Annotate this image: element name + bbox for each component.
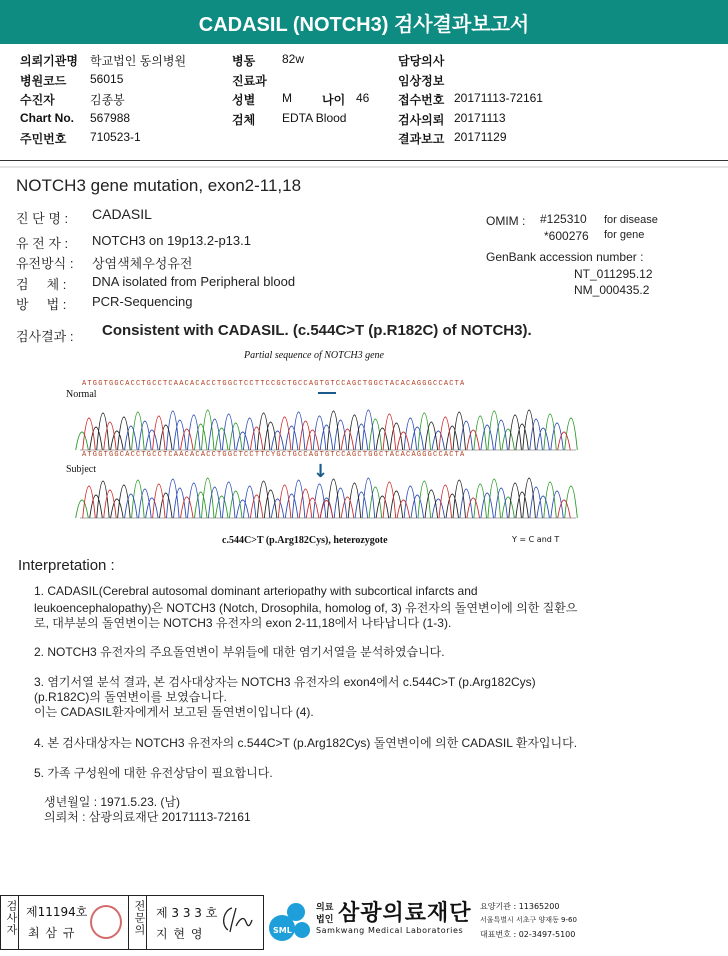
approver-signature-icon	[218, 902, 256, 938]
sig-divider	[128, 895, 129, 950]
header-col1	[20, 52, 220, 152]
field-value: NOTCH3 on 19p13.2-p13.1	[92, 233, 251, 248]
header-field-label: 성별	[232, 93, 256, 107]
interpretation-line: 5. 가족 구성원에 대한 유전상담이 필요합니다.	[34, 766, 273, 780]
org-prefix-2: 법인	[316, 915, 334, 925]
normal-track-label: Normal	[66, 389, 97, 400]
inspector-license: 제11194호	[26, 905, 88, 919]
header-field-value: 56015	[90, 71, 124, 86]
field-value: DNA isolated from Peripheral blood	[92, 274, 296, 289]
header-field-value: 710523-1	[90, 130, 141, 144]
header-field-label: 주민번호	[20, 132, 67, 146]
header-field-label: 병동	[232, 54, 256, 68]
header-field-value: 20171129	[454, 130, 507, 144]
mutation-arrow-icon: ↓	[313, 461, 329, 482]
chromatogram	[60, 394, 580, 524]
interpretation-line: 2. NOTCH3 유전자의 주요돌연변이 부위들에 대한 염기서열을 분석하였습니다.	[34, 645, 445, 659]
org-name: 삼광의료재단	[338, 901, 472, 926]
header-field-value: 20171113	[454, 110, 506, 125]
genbank-nt: NT_011295.12	[574, 267, 653, 281]
header-field-label: 검체	[232, 112, 256, 127]
header-field-label: 검사의뢰	[398, 112, 445, 127]
header-field-value: 567988	[90, 110, 131, 125]
omim-gene: *600276	[544, 229, 589, 243]
result-label: 검사결과 :	[16, 329, 74, 344]
report-title: CADASIL (NOTCH3) 검사결과보고서	[0, 0, 728, 44]
sml-logo-icon	[266, 898, 316, 944]
header-field-label: 진료과	[232, 73, 267, 88]
org-prefix-1: 의료	[316, 903, 334, 913]
field-value: 상염색체우성유전	[92, 256, 193, 271]
header-field-label: 담당의사	[398, 54, 445, 68]
omim-disease-note: for disease	[604, 214, 658, 226]
field-value: PCR-Sequencing	[92, 294, 193, 309]
interpretation-line: 3. 염기서열 분석 결과, 본 검사대상자는 NOTCH3 유전자의 exon4에서 c.544C>T (p.Arg182Cys)	[34, 675, 536, 689]
header-field-value: 학교법인 동의병원	[90, 54, 187, 68]
header-field-label: 수진자	[20, 93, 55, 107]
result-value: Consistent with CADASIL. (c.544C>T (p.R182C) of NOTCH3).	[102, 322, 532, 339]
interpretation-line: 로, 대부분의 돌연변이는 NOTCH3 유전자의 exon 2-11,18에서 나타납니다 (1-3).	[34, 616, 452, 630]
scan-edge	[0, 166, 728, 168]
field-label: 검 체 :	[16, 277, 67, 292]
field-label: 유전방식 :	[16, 256, 74, 271]
org-english-name: Samkwang Medical Laboratories	[316, 926, 464, 935]
header-field-label: 병원코드	[20, 73, 67, 88]
approver-license: 제 3 3 3 호	[156, 906, 218, 920]
subject-trace	[76, 478, 578, 518]
genbank-nm: NM_000435.2	[574, 283, 650, 297]
inspector-name: 최 삼 규	[28, 926, 76, 940]
header-field-value: M	[282, 91, 292, 105]
header-field-value: 20171113-72161	[454, 91, 543, 105]
chart-note: Y = C and T	[512, 535, 560, 544]
subject-sequence: ATGGTGGCACCTGCCTCAACACACCTGGCTCCTTCYGCTGCCAGTGTCCAGCTGGCTACACAGGGCCACTA	[82, 451, 466, 459]
field-value: CADASIL	[92, 206, 152, 222]
sml-logo-text: SML	[273, 926, 292, 935]
omim-disease: #125310	[540, 212, 587, 226]
interpretation-heading: Interpretation :	[18, 557, 115, 574]
interpretation-line: (p.R182C)의 돌연변이를 보였습니다.	[34, 690, 227, 704]
interpretation-line: 1. CADASIL(Cerebral autosomal dominant arteriopathy with subcortical infarcts and	[34, 584, 478, 598]
field-label: 진 단 명 :	[16, 211, 69, 226]
subject-track-label: Subject	[66, 464, 96, 475]
header-field-label: 의뢰기관명	[20, 54, 78, 68]
header-col3	[398, 52, 598, 152]
interpretation-line: leukoencephalopathy)은 NOTCH3 (Notch, Drosophila, homolog of, 3) 유전자의 돌연변이에 의한 질환으	[34, 601, 578, 615]
header-field-value: 김종봉	[90, 93, 125, 107]
interpretation-line: 4. 본 검사대상자는 NOTCH3 유전자의 c.544C>T (p.Arg182Cys) 돌연변이에 의한 CADASIL 환자입니다.	[34, 736, 578, 750]
field-label: 방 법 :	[16, 297, 67, 312]
org-info-line: 요양기관 : 11365200	[480, 902, 560, 911]
header-field-value: EDTA Blood	[282, 110, 347, 125]
omim-gene-note: for gene	[604, 229, 645, 241]
chart-caption: c.544C>T (p.Arg182Cys), heterozygote	[222, 535, 388, 546]
requester: 의뢰처 : 삼광의료재단 20171113-72161	[44, 810, 251, 824]
interpretation-line: 이는 CADASIL환자에게서 보고된 돌연변이입니다 (4).	[34, 705, 314, 719]
field-label: 유 전 자 :	[16, 236, 69, 251]
inspector-seal-icon	[90, 905, 122, 939]
approver-label: 전문의	[133, 900, 146, 936]
header-field-label: Chart No.	[20, 110, 74, 125]
inspector-label: 검사자	[5, 900, 18, 936]
header-field-label: 접수번호	[398, 93, 445, 107]
trace-c	[125, 410, 564, 450]
age-value: 46	[356, 91, 370, 105]
header-field-label: 결과보고	[398, 132, 445, 146]
normal-trace	[76, 410, 578, 450]
chart-title: Partial sequence of NOTCH3 gene	[244, 350, 384, 361]
birth-date: 생년월일 : 1971.5.23. (남)	[44, 795, 181, 809]
approver-name: 지 현 영	[156, 927, 204, 941]
org-info-line: 서울특별시 서초구 양재동 9-60	[480, 916, 577, 924]
report-heading: NOTCH3 gene mutation, exon2-11,18	[16, 176, 302, 195]
omim-label: OMIM :	[486, 214, 526, 228]
header-field-label: 임상정보	[398, 73, 445, 88]
header-field-value: 82w	[282, 52, 305, 66]
org-info-line: 대표번호 : 02-3497-5100	[480, 930, 576, 939]
age-label: 나이	[322, 93, 346, 107]
genbank-label: GenBank accession number :	[486, 250, 644, 264]
header-divider	[0, 160, 728, 161]
normal-sequence: ATGGTGGCACCTGCCTCAACACACCTGGCTCCTTCCGCTGCCAGTGTCCAGCTGGCTACACAGGGCCACTA	[82, 380, 466, 388]
trace-c	[125, 478, 564, 518]
